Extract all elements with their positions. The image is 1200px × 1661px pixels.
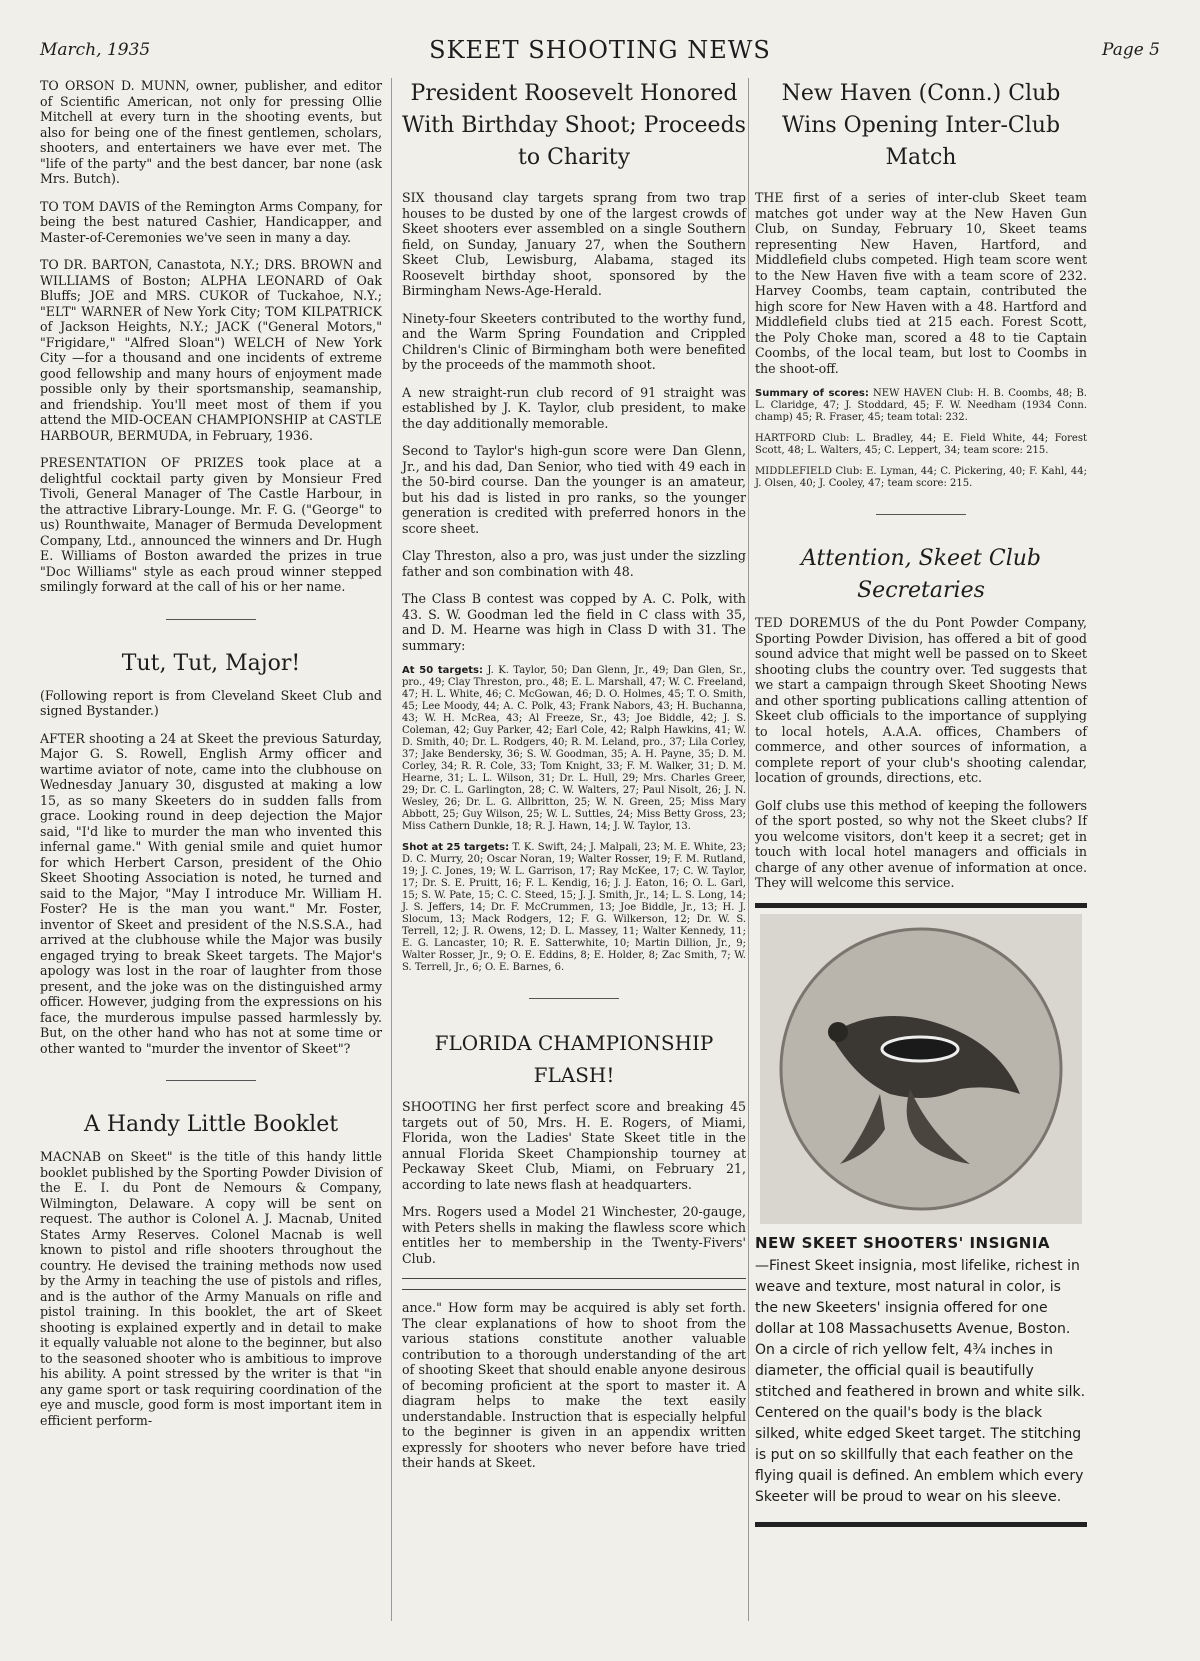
summary-25-text: T. K. Swift, 24; J. Malpali, 23; M. E. White, 23; D. C. Murry, 20; Oscar Noran, 19; Walter Rosser, 19; F. M. Rutland, 19; J. C. Jones, 19; W. L. Garrison, 17; Ray McKee, 17; C. W. Taylor, 17; Dr. S. E. Pruitt, 16; F. L. Kendig, 16; J. J. Eaton, 16; O. L. Garl, 15; S. W. Pate, 15; C. C. Steed, 15; J. J. Smith, Jr., 14; L. S. Long, 14; J. S. Jeffers, 14; Dr. F. McCrummen, 13; Joe Biddle, Jr., 13; H. J. Slocum, 13; Mack Rodgers, 12; F. G. Wilkerson, 12; Dr. W. S. Terrell, 12; J. R. Owens, 12; D. L. Massey, 11; Walter Kennedy, 11; E. G. Lancaster, 10; R. E. Satterwhite, 10; Martin Dillion, Jr., 9; Walter Rosser, Jr., 9; O. E. Eddins, 8; E. Holder, 8; Zac Smith, 7; W. S. Terrell, Jr., 6; O. E. Barnes, 6. [402, 842, 746, 973]
tribute-davis: TO TOM DAVIS of the Remington Arms Company, for being the best natured Cashier, Handicapper, and Master-of-Ceremonies we've seen in many a day. [40, 198, 382, 245]
heading-tut-tut: Tut, Tut, Major! [121, 650, 301, 676]
tribute-barton: TO DR. BARTON, Canastota, N.Y.; DRS. BROWN and WILLIAMS of Boston; ALPHA LEONARD of Oak Bluffs; JOE and MRS. CUKOR of Tuckahoe, N.Y.; "ELT" WARNER of New York City; TOM KILPATRICK of Jackson Heights, N.Y.; JACK ("General Motors," "Frigidare," "Alfred Sloan") WELCH of New York City —for a thousand and one incidents of extreme good fellowship and many hours of enjoyment made possible only by their sportsmanship, seamanship, and friendship. You'll meet most of them if you attend the MID-OCEAN CHAMPIONSHIP at CASTLE HARBOUR, BERMUDA, in February, 1936. [40, 257, 382, 443]
page-header [40, 36, 1160, 66]
new-haven-body: THE first of a series of inter-club Skeet team matches got under way at the New Haven Gun Club, on Sunday, February 10, Skeet teams representing New Haven, Hartford, and Middlefield clubs competed. High team score went to the New Haven five with a team score of 232. Harvey Coombs, team captain, contributed the high score for New Haven with a 48. Hartford and Middlefield clubs tied at 215 each. Forest Scott, the Poly Choke man, scored a 48 to tie Captain Coombs, of the local team, but lost to Coombs in the shoot-off. [755, 190, 1087, 376]
thick-rule [755, 903, 1087, 908]
heading-booklet: A Handy Little Booklet [83, 1112, 339, 1137]
column-middle [402, 78, 746, 1483]
insignia-body: —Finest Skeet insignia, most lifelike, richest in weave and texture, most natural in color, is the new Skeeters' insignia offered for one dollar at 108 Massachusetts Avenue, Boston. On a circle of rich yellow felt, 4¾ inches in diameter, the official quail is beautifully stitched and feathered in brown and white silk. Centered on the quail's body is the black silked, white edged Skeet target. The stitching is put on so skillfully that each feather on the flying quail is defined. An emblem which every Skeeter will be proud to wear on his sleeve. [755, 1257, 1086, 1505]
roosevelt-p6: The Class B contest was copped by A. C. Polk, with 43. S. W. Goodman led the field in C class with 35, and D. M. Hearne was high in Class D with 31. The summary: [402, 591, 746, 653]
booklet-continued: ance." How form may be acquired is ably set forth. The clear explanations of how to shoot from the various stations constitute another valuable contribution to a thorough understanding of the art of shooting Skeet that should enable anyone desirous of becoming proficient at the sport to master it. A diagram helps to make the text easily understandable. Instruction that is especially helpful to the beginner is given in an appendix written expressly for shooters who never before have tried their hands at Skeet. [402, 1300, 746, 1470]
roosevelt-p3: A new straight-run club record of 91 straight was established by J. K. Taylor, club president, to make the day additionally memorable. [402, 384, 746, 431]
summary-25-targets [402, 842, 746, 974]
heading-attention: Attention, Skeet Club Secretaries [800, 546, 1042, 603]
quail-insignia-icon [760, 914, 1082, 1224]
attention-p2: Golf clubs use this method of keeping the followers of the sport posted, so why not the Skeet clubs? If you welcome visitors, don't keep it a secret; get in touch with local hotel managers and officials in charge of any other avenue of information at once. They will welcome this service. [755, 797, 1087, 890]
page-number: Page 5 [1102, 40, 1160, 60]
tut-body: AFTER shooting a 24 at Skeet the previous Saturday, Major G. S. Rowell, English Army officer and wartime aviator of note, came into the clubhouse on Wednesday January 30, disgusted at making a low 15, as so many Skeeters do in sudden falls from grace. Looking round in deep dejection the Major said, "I'd like to murder the man who invented this infernal game." With genial smile and quiet humor for which Herbert Carson, president of the Ohio Skeet Shooting Association is noted, he turned and said to the Major, "May I introduce Mr. William H. Foster? He is the man you want." Mr. Foster, inventor of Skeet and president of the N.S.S.A., had arrived at the clubhouse while the Major was busily engaged trying to break Skeet targets. The Major's apology was lost in the roar of laughter from those present, and the joke was on the distinguished army officer. However, judging from the expressions on his face, the murderous impulse passed harmlessly by. But, on the other hand who has not at some time or other wanted to "murder the inventor of Skeet"? [40, 730, 382, 1056]
new-haven-scores: NEW HAVEN Club: H. B. Coombs, 48; B. L. Claridge, 47; J. Stoddard, 45; F. W. Needham (1934 Conn. champ) 45; R. Fraser, 45; team total: 232. [755, 388, 1087, 423]
masthead: SKEET SHOOTING NEWS [429, 36, 771, 64]
section-divider [529, 998, 619, 999]
section-divider [876, 514, 966, 515]
florida-p2: Mrs. Rogers used a Model 21 Winchester, 20-gauge, with Peters shells in making the flawless score which entitles her to membership in the Twenty-Fivers' Club. [402, 1204, 746, 1266]
tribute-munn: TO ORSON D. MUNN, owner, publisher, and editor of Scientific American, not only for pressing Ollie Mitchell at every turn in the shooting events, but also for being one of the finest gentlemen, scholars, shooters, and entertainers we have ever met. The "life of the party" and the best dancer, bar none (ask Mrs. Butch). [40, 78, 382, 186]
heading-new-haven: New Haven (Conn.) Club Wins Opening Inter-Club Match [781, 81, 1061, 170]
column-rule [391, 78, 392, 1621]
section-divider [166, 1080, 256, 1081]
column-rule [748, 78, 749, 1621]
heading-florida: FLORIDA CHAMPIONSHIP FLASH! [434, 1031, 714, 1087]
roosevelt-p4: Second to Taylor's high-gun score were Dan Glenn, Jr., and his dad, Dan Senior, who tied with 49 each in the 50-bird course. Dan the younger is an amateur, but his dad is listed in pro ranks, so the younger generation is credited with preferred honors in the score sheet. [402, 443, 746, 536]
heading-roosevelt: President Roosevelt Honored With Birthday Shoot; Proceeds to Charity [402, 81, 746, 170]
thick-rule [755, 1522, 1087, 1527]
summary-50-label: At 50 targets: [402, 665, 483, 676]
column-right [755, 78, 1087, 1531]
middlefield-scores: MIDDLEFIELD Club: E. Lyman, 44; C. Pickering, 40; F. Kahl, 44; J. Olsen, 40; J. Cooley, 47; team score: 215. [755, 466, 1087, 489]
roosevelt-p2: Ninety-four Skeeters contributed to the worthy fund, and the Warm Spring Foundation and Crippled Children's Clinic of Birmingham both were benefited by the proceeds of the mammoth shoot. [402, 310, 746, 372]
issue-date: March, 1935 [40, 40, 151, 60]
roosevelt-p1: SIX thousand clay targets sprang from two trap houses to be dusted by one of the largest crowds of Skeet shooters ever assembled on a single Southern field, on Sunday, January 27, when the Southern Skeet Club, Lewisburg, Alabama, staged its Roosevelt birthday shoot, sponsored by the Birmingham News-Age-Herald. [402, 190, 746, 298]
roosevelt-p5: Clay Threston, also a pro, was just under the sizzling father and son combination with 48. [402, 548, 746, 579]
tut-intro: (Following report is from Cleveland Skeet Club and signed Bystander.) [40, 687, 382, 718]
heading-insignia: NEW SKEET SHOOTERS' INSIGNIA [755, 1233, 1051, 1252]
hartford-scores: HARTFORD Club: L. Bradley, 44; E. Field White, 44; Forest Scott, 48; L. Walters, 45; C. Leppert, 34; team score: 215. [755, 433, 1087, 456]
column-left [40, 78, 382, 1440]
summary-50-targets [402, 665, 746, 833]
florida-p1: SHOOTING her first perfect score and breaking 45 targets out of 50, Mrs. H. E. Rogers, of Miami, Florida, won the Ladies' State Skeet title in the annual Florida Skeet Championship tourney at Peckaway Skeet Club, Miami, on February 21, according to late news flash at headquarters. [402, 1099, 746, 1192]
new-haven-summary [755, 388, 1087, 424]
section-divider [166, 619, 256, 620]
rule [402, 1289, 746, 1290]
rule [402, 1278, 746, 1279]
attention-p1: TED DOREMUS of the du Pont Powder Company, Sporting Powder Division, has offered a bit of good sound advice that might well be passed on to Skeet shooting clubs the country over. Ted suggests that we start a campaign through Skeet Shooting News and other sporting publications calling attention of Skeet club officials to the importance of supplying to local hotels, A.A.A. offices, Chambers of commerce, and other sources of information, a complete report of your club's shooting calendar, location of grounds, directions, etc. [755, 615, 1087, 785]
presentation-of-prizes: PRESENTATION OF PRIZES took place at a delightful cocktail party given by Monsieur Fred Tivoli, General Manager of The Castle Harbour, in the attractive Library-Lounge. Mr. F. G. ("George" to us) Rounthwaite, Manager of Bermuda Development Company, Ltd., announced the winners and Dr. Hugh E. Williams of Boston awarded the prizes in true "Doc Williams" style as each proud winner stepped smilingly forward at the call of his or her name. [40, 455, 382, 594]
summary-scores-label: Summary of scores: [755, 388, 869, 399]
insignia-image [760, 914, 1082, 1224]
summary-50-text: J. K. Taylor, 50; Dan Glenn, Jr., 49; Dan Glen, Sr., pro., 49; Clay Threston, pro., 48; E. L. Marshall, 47; W. C. Freeland, 47; H. L. White, 46; C. McGowan, 46; D. O. Holmes, 45; T. O. Smith, 45; Lee Moody, 44; A. C. Polk, 43; Frank Nabors, 43; H. Buchanna, 43; W. H. McRea, 43; Al Freeze, Sr., 43; Joe Biddle, 42; J. S. Coleman, 42; Guy Parker, 42; Earl Cole, 42; Ralph Hawkins, 41; W. D. Smith, 40; Dr. L. Rodgers, 40; R. M. Leland, pro., 37; Lila Corley, 37; Jake Bendersky, 36; S. W. Goodman, 35; A. H. Payne, 35; D. M. Corley, 34; R. R. Cole, 33; Tom Knight, 33; F. M. Walker, 31; D. M. Hearne, 31; L. L. Wilson, 31; Dr. L. Hull, 29; Mrs. Charles Greer, 29; Dr. C. L. Garlington, 28; C. W. Walters, 27; Paul Nisolt, 26; J. N. Wesley, 26; Dr. L. G. Allbritton, 25; W. N. Green, 25; Miss Mary Abbott, 25; Guy Wilson, 25; W. L. Suttles, 24; Miss Betty Gross, 23; Miss Cathern Dunkle, 18; R. J. Hawn, 14; J. W. Taylor, 13. [402, 665, 747, 832]
booklet-body: MACNAB on Skeet" is the title of this handy little booklet published by the Sporting Powder Division of the E. I. du Pont de Nemours & Company, Wilmington, Delaware. A copy will be sent on request. The author is Colonel A. J. Macnab, United States Army Reserves. Colonel Macnab is well known to pistol and rifle shooters throughout the country. He devised the training methods now used by the Army in teaching the use of pistols and rifles, and is the author of the Army Manuals on rifle and pistol training. In this booklet, the art of Skeet shooting is explained expertly and in detail to make it equally valuable not alone to the beginner, but also to the seasoned shooter who is ambitious to improve his ability. A point stressed by the writer is that "in any game sport or task requiring coordination of the eye and muscle, good form is most important item in efficient perform- [40, 1149, 382, 1428]
summary-25-label: Shot at 25 targets: [402, 842, 510, 853]
